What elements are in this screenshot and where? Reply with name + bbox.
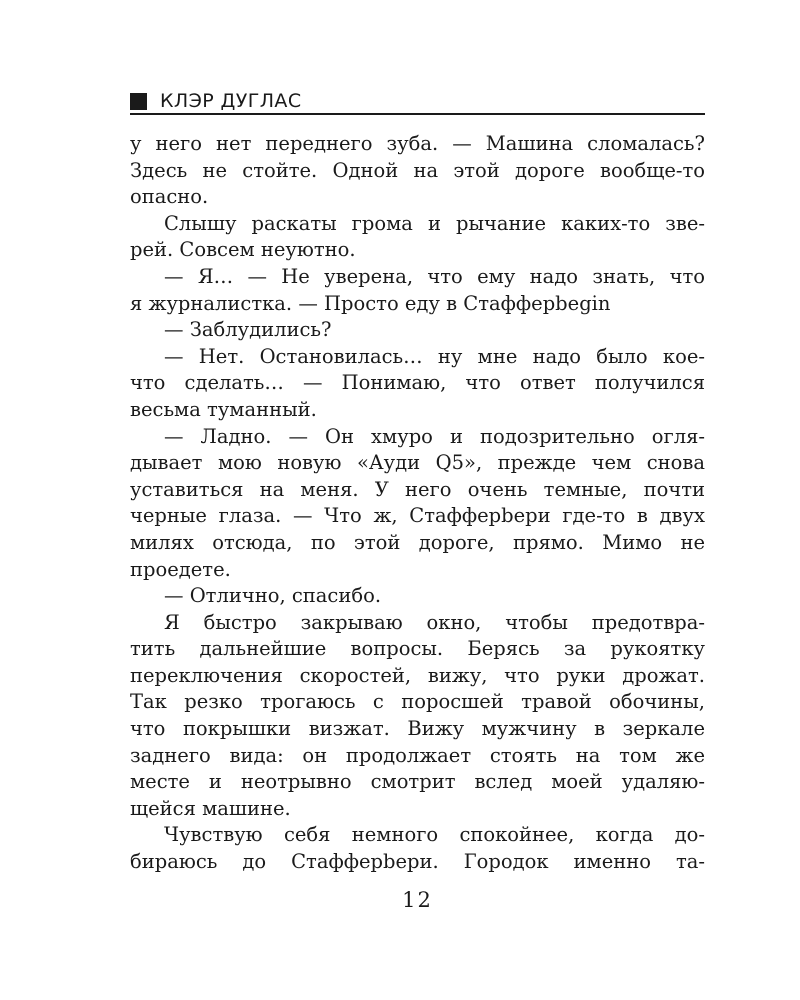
header-square-marker: [130, 93, 147, 110]
text-line: — Я… — Не уверена, что ему надо знать, что: [164, 264, 705, 288]
text-line: Здесь не стойте. Одной на этой дороге вообще-то: [130, 158, 705, 182]
text-line: опасно.: [130, 185, 209, 209]
text-line: что покрышки визжат. Вижу мужчину в зеркале: [130, 717, 705, 741]
text-line: проедете.: [130, 557, 231, 581]
text-line: переключения скоростей, вижу, что руки дрожат.: [130, 663, 705, 687]
text-line: Чувствую себя немного спокойнее, когда до-: [164, 823, 705, 847]
text-line: у него нет переднего зуба. — Машина сломалась?: [130, 132, 705, 155]
text-line: Слышу раскаты грома и рычание каких-то зве-: [164, 211, 705, 235]
text-line: уставиться на меня. У него очень темные, почти: [130, 477, 705, 501]
text-line: рей. Совсем неуютно.: [130, 238, 356, 262]
text-line: — Ладно. — Он хмуро и подозрительно огля-: [164, 424, 705, 448]
text-line: — Нет. Остановилась… ну мне надо было кое-: [164, 344, 705, 368]
text-line: Так резко трогаюсь с поросшей травой обочины,: [130, 690, 705, 714]
page-number: 12: [402, 888, 433, 912]
text-line: месте и неотрывно смотрит вслед моей удаляю-: [130, 770, 705, 794]
text-line: Я быстро закрываю окно, чтобы предотвра-: [164, 610, 705, 634]
text-line: щейся машине.: [130, 796, 291, 820]
text-line: бираюсь до Стафферbери. Городок именно та-: [130, 850, 705, 874]
text-line: что сделать… — Понимаю, что ответ получился: [130, 371, 705, 395]
text-line: я журналистка. — Просто еду в Стафферbegin: [130, 291, 611, 315]
text-line: милях отсюда, по этой дороге, прямо. Мимо не: [130, 530, 705, 554]
text-line: черные глаза. — Что ж, Стафферbери где-то в двух: [130, 504, 705, 528]
header-rule: [130, 113, 705, 115]
body-text: [130, 131, 705, 876]
text-line: заднего вида: он продолжает стоять на том же: [130, 743, 705, 767]
text-line: дывает мою новую «Ауди Q5», прежде чем снова: [130, 451, 705, 475]
text-line: — Заблудились?: [164, 318, 332, 342]
author-name: КЛЭР ДУГЛАС: [160, 89, 302, 112]
text-line: — Отлично, спасибо.: [164, 584, 382, 608]
running-header: [130, 88, 705, 114]
text-line: тить дальнейшие вопросы. Берясь за рукоятку: [130, 637, 705, 661]
text-line: весьма туманный.: [130, 397, 317, 421]
